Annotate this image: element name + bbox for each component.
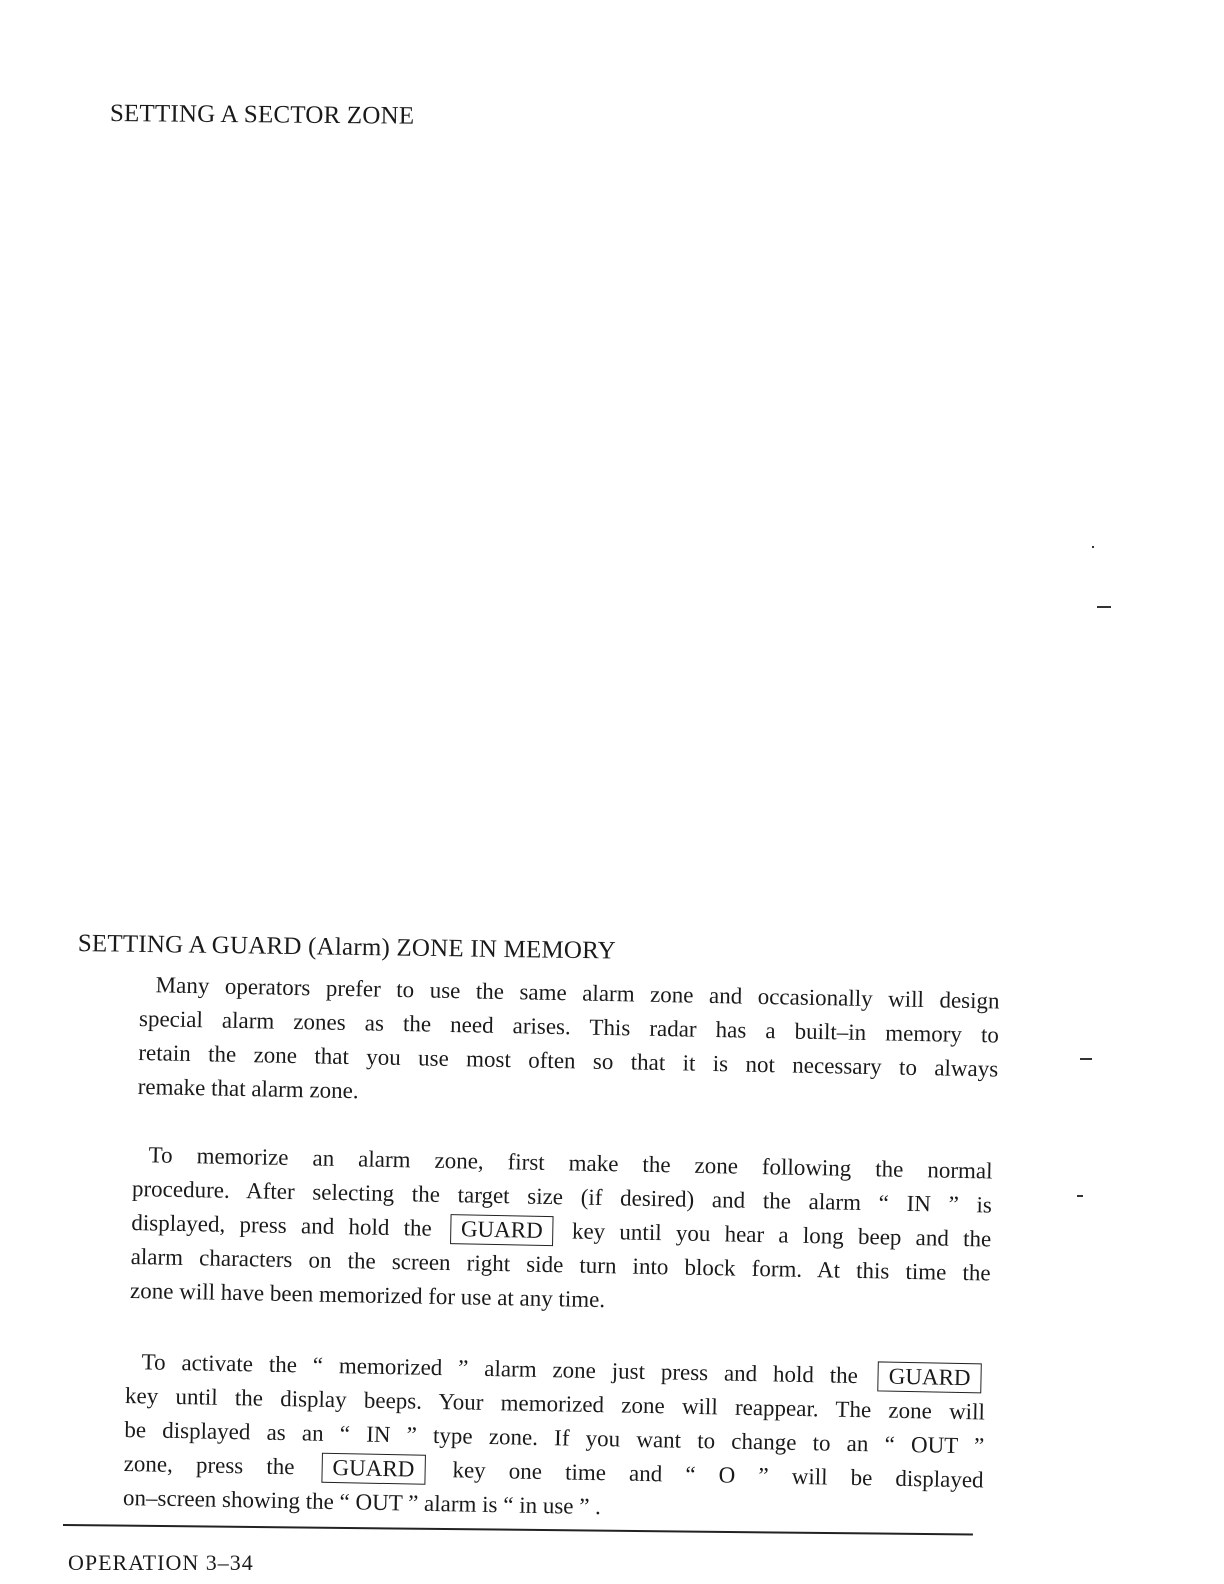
guard-zone-heading: SETTING A GUARD (Alarm) ZONE IN MEMORY (77, 930, 617, 965)
sector-zone-heading: SETTING A SECTOR ZONE (109, 100, 415, 130)
scan-speck (1080, 1058, 1092, 1060)
guard-key-label: GUARD (321, 1453, 425, 1485)
paragraph-line: be displayed as an “ IN ” type zone. If you want to change to an “ OUT ” (124, 1416, 985, 1459)
page-footer: OPERATION 3–34 (68, 1550, 254, 1575)
line-text: key until you hear a long beep and the (571, 1218, 992, 1252)
paragraph-line: alarm characters on the screen right side turn into block form. At this time the (130, 1243, 991, 1286)
guard-key-label: GUARD (450, 1214, 554, 1246)
line-text: key one time and “ O ” will be displayed (452, 1457, 984, 1493)
scan-speck (1077, 1195, 1083, 1197)
paragraph-line: To memorize an alarm zone, first make the zone following the normal (148, 1142, 993, 1184)
line-text: displayed, press and hold the (131, 1209, 432, 1241)
line-text: zone, press the (123, 1450, 295, 1480)
paragraph-line: special alarm zones as the need arises. This radar has a built–in memory to (138, 1005, 1000, 1048)
paragraph-line: zone will have been memorized for use at any time. (129, 1277, 606, 1313)
paragraph-line: remake that alarm zone. (137, 1073, 359, 1104)
paragraph-line: retain the zone that you use most often so that it is not necessary to always (138, 1039, 999, 1082)
paragraph-line: key until the display beeps. Your memorized zone will reappear. The zone will (124, 1382, 986, 1425)
paragraph-memory-intro (137, 968, 999, 1120)
scan-speck (1092, 546, 1094, 548)
line-text: To activate the “ memorized ” alarm zone just press and hold the (141, 1349, 859, 1389)
paragraph-line: on–screen showing the “ OUT ” alarm is “ in use ” . (122, 1484, 602, 1520)
paragraph-line: Many operators prefer to use the same alarm zone and occasionally will design (155, 972, 1000, 1014)
scan-speck (1097, 606, 1111, 608)
paragraph-activate-procedure (123, 1345, 986, 1531)
paragraph-memorize-procedure (130, 1138, 993, 1324)
guard-key-label: GUARD (877, 1361, 981, 1393)
paragraph-line: procedure. After selecting the target size (if desired) and the alarm “ IN ” is (131, 1175, 993, 1218)
